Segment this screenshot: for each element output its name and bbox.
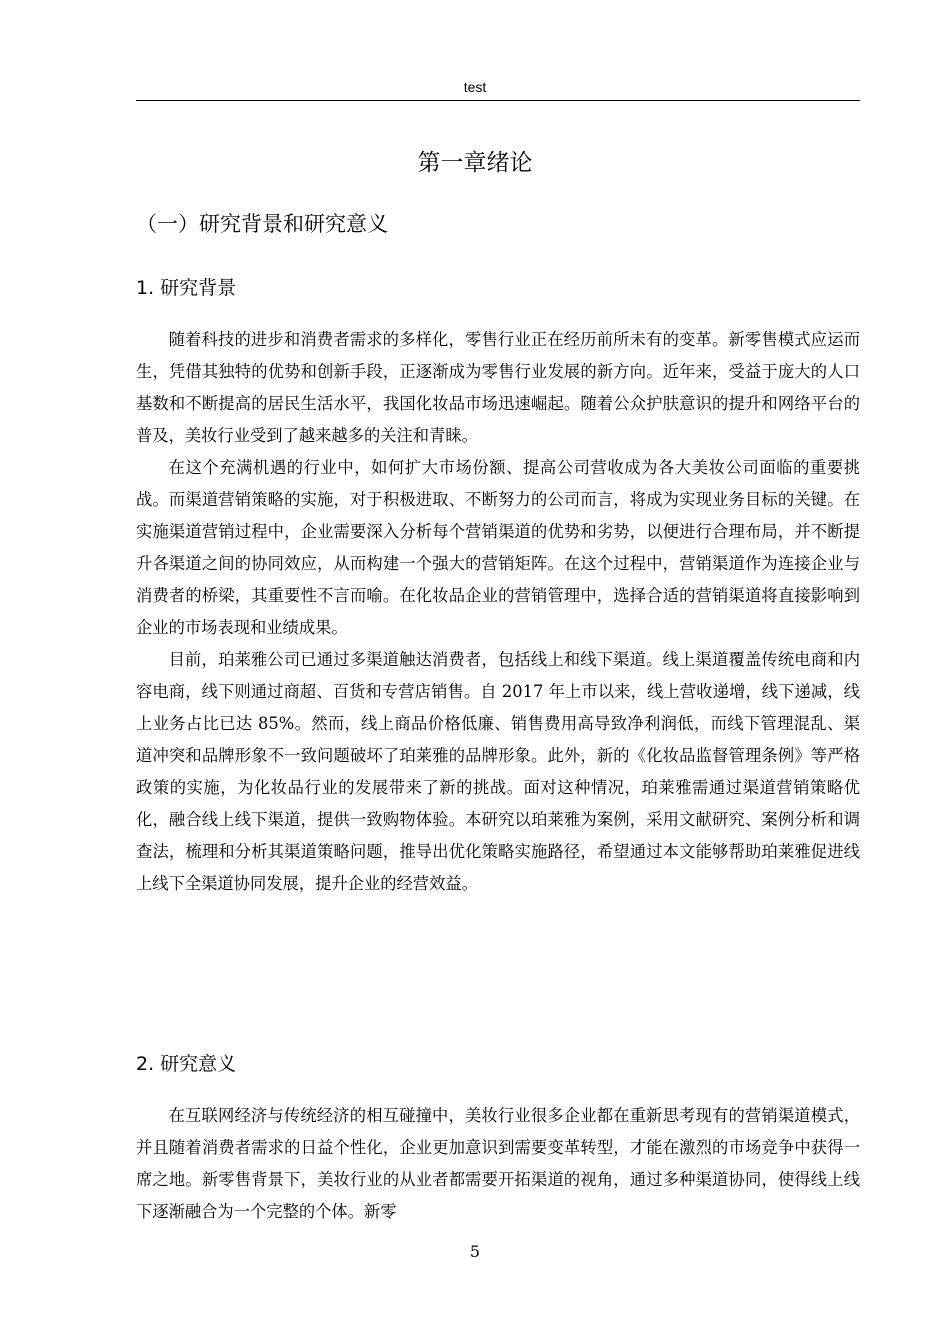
subsection-heading-significance: 2. 研究意义 — [136, 1053, 237, 1075]
subsection-heading-background: 1. 研究背景 — [136, 277, 237, 299]
significance-body — [136, 1100, 860, 1230]
paragraph: 随着科技的进步和消费者需求的多样化，零售行业正在经历前所未有的变革。新零售模式应运而生，凭借其独特的优势和创新手段，正逐渐成为零售行业发展的新方向。近年来，受益于庞大的人口基数和不断提高的居民生活水平，我国化妆品市场迅速崛起。随着公众护肤意识的提升和网络平台的普及，美妆行业受到了越来越多的关注和青睐。 — [136, 330, 860, 445]
section-heading: （一）研究背景和研究意义 — [136, 212, 388, 236]
header-divider — [136, 100, 860, 101]
chapter-title: 第一章绪论 — [417, 150, 533, 176]
paragraph: 在这个充满机遇的行业中，如何扩大市场份额、提高公司营收成为各大美妆公司面临的重要挑战。而渠道营销策略的实施，对于积极进取、不断努力的公司而言，将成为实现业务目标的关键。在实施渠道营销过程中，企业需要深入分析每个营销渠道的优势和劣势，以便进行合理布局，并不断提升各渠道之间的协同效应，从而构建一个强大的营销矩阵。在这个过程中，营销渠道作为连接企业与消费者的桥梁，其重要性不言而喻。在化妆品企业的营销管理中，选择合适的营销渠道将直接影响到企业的市场表现和业绩成果。 — [136, 458, 860, 637]
paragraph: 在互联网经济与传统经济的相互碰撞中，美妆行业很多企业都在重新思考现有的营销渠道模式，并且随着消费者需求的日益个性化，企业更加意识到需要变革转型，才能在激烈的市场竞争中获得一席之地。新零售背景下，美妆行业的从业者都需要开拓渠道的视角，通过多种渠道协同，使得线上线下逐渐融合为一个完整的个体。新零 — [136, 1106, 860, 1221]
background-body — [136, 324, 860, 900]
page-number: 5 — [469, 1242, 481, 1261]
running-header: test — [463, 79, 487, 95]
paragraph: 目前，珀莱雅公司已通过多渠道触达消费者，包括线上和线下渠道。线上渠道覆盖传统电商和内容电商，线下则通过商超、百货和专营店销售。自 2017 年上市以来，线上营收递增，线下递减，线上业务占比已达 85%。然而，线上商品价格低廉、销售费用高导致净利润低，而线下管理混乱、渠道冲突和品牌形象不一致问题破坏了珀莱雅的品牌形象。此外，新的《化妆品监督管理条例》等严格政策的实施，为化妆品行业的发展带来了新的挑战。面对这种情况，珀莱雅需通过渠道营销策略优化，融合线上线下渠道，提供一致购物体验。本研究以珀莱雅为案例，采用文献研究、案例分析和调查法，梳理和分析其渠道策略问题，推导出优化策略实施路径，希望通过本文能够帮助珀莱雅促进线上线下全渠道协同发展，提升企业的经营效益。 — [136, 650, 860, 893]
